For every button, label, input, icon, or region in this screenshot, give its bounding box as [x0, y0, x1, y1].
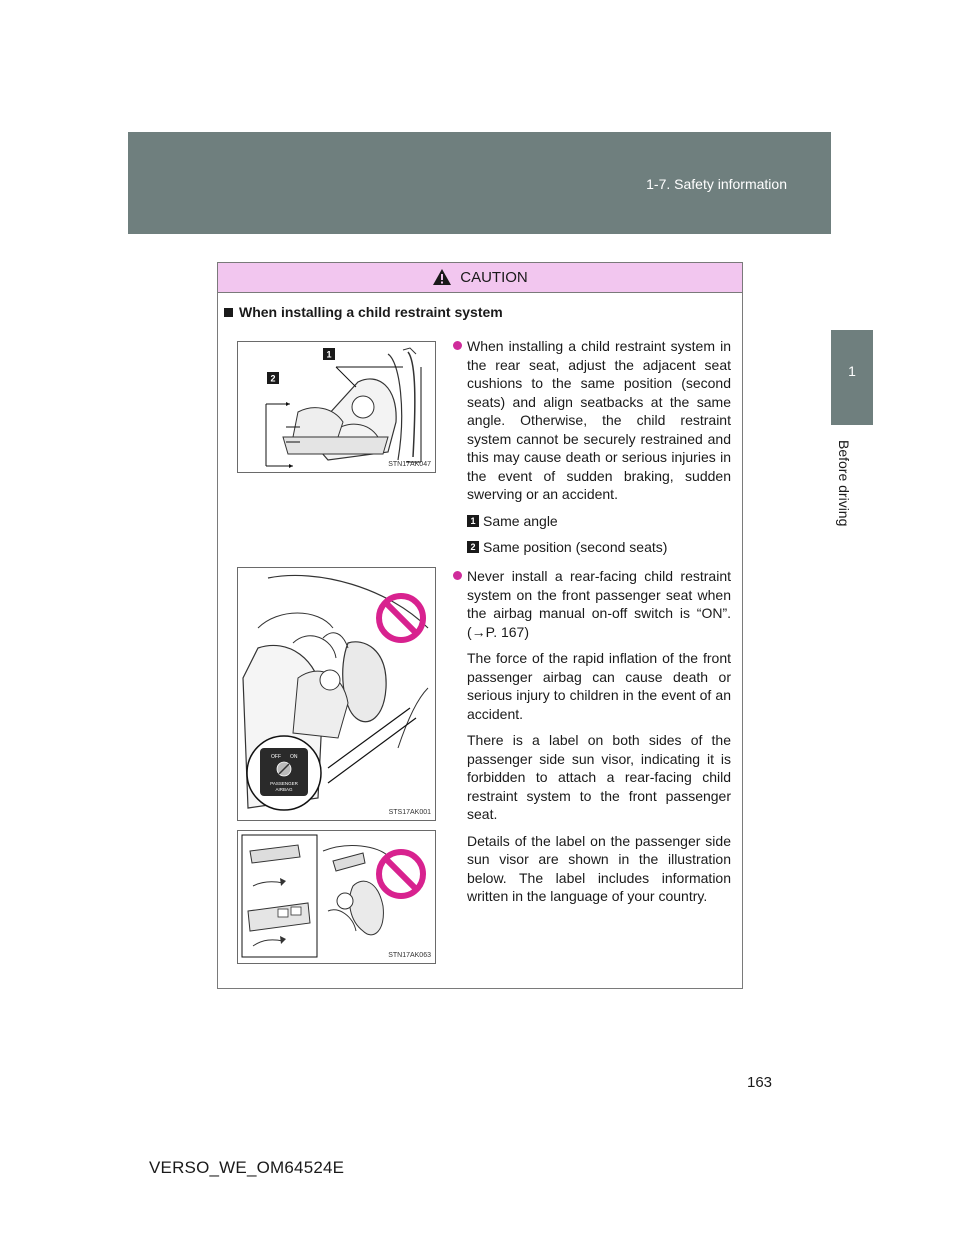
paragraph-airbag-force: The force of the rapid inflation of the front passenger airbag can cause death or serious injury to children in the event of an accident.	[467, 650, 731, 722]
switch-on-label: ON	[290, 754, 298, 760]
chapter-tab	[831, 330, 873, 425]
caution-section-title-text: When installing a child restraint system	[239, 304, 503, 320]
callout-1: 1	[326, 349, 332, 360]
switch-off-label: OFF	[271, 754, 281, 760]
document-code: VERSO_WE_OM64524E	[149, 1158, 345, 1177]
rear-child-seat-drawing	[238, 342, 435, 472]
section-title-header: 1-7. Safety information	[646, 176, 787, 192]
figure-code: STN17AK063	[388, 952, 431, 959]
legend-item-1	[453, 512, 731, 531]
page-header	[128, 132, 831, 234]
bullet-front-passenger: Never install a rear-facing child restraint system on the front passenger seat when the airbag manual on-off switch is “ON”. (→P. 167)	[453, 567, 731, 641]
page-number: 163	[747, 1074, 773, 1091]
bullet-rear-seat: When installing a child restraint system in the rear seat, adjust the adjacent seat cushions to the same position (second seats) and align seatbacks at the same angle. Otherwise, the child restraint system cannot be securely restrained and this may cause death or serious injuries in the event of sudden braking, sudden swerving or an accident.	[453, 337, 731, 504]
illustration-rear-child-seat	[237, 341, 436, 473]
switch-passenger-label: PASSENGER	[270, 781, 298, 786]
front-passenger-airbag-drawing	[238, 568, 435, 820]
legend-label-2: Same position (second seats)	[483, 539, 668, 555]
callout-2: 2	[270, 373, 276, 384]
paragraph-label-sides: There is a label on both sides of the passenger side sun visor, indicating it is forbidden to attach a rear-facing child restraint system to the front passenger seat.	[467, 732, 731, 822]
legend-number-2: 2	[467, 541, 479, 553]
illustration-front-passenger-airbag	[237, 567, 436, 821]
caution-box	[217, 262, 743, 989]
illustration-sun-visor-label	[237, 830, 436, 964]
chapter-label: Before driving	[836, 440, 852, 527]
paragraph-label-details: Details of the label on the passenger side sun visor are shown in the illustration below. The label includes information written in the language of your country.	[467, 832, 731, 904]
instruction-block-2	[453, 567, 731, 906]
sun-visor-drawing	[238, 831, 435, 963]
warning-triangle-icon	[432, 268, 452, 286]
legend-number-1: 1	[467, 515, 479, 527]
legend-label-1: Same angle	[483, 512, 558, 529]
chapter-number: 1	[848, 363, 856, 379]
instruction-block-1	[453, 337, 731, 557]
caution-header	[218, 263, 742, 293]
figure-code: STS17AK001	[388, 809, 431, 816]
legend-item-2	[453, 538, 731, 557]
caution-section-title	[224, 304, 503, 320]
switch-airbag-label: AIRBAG	[275, 787, 293, 792]
figure-code: STN17AK047	[388, 461, 431, 468]
square-bullet-icon	[224, 308, 233, 317]
caution-title: CAUTION	[460, 268, 528, 286]
